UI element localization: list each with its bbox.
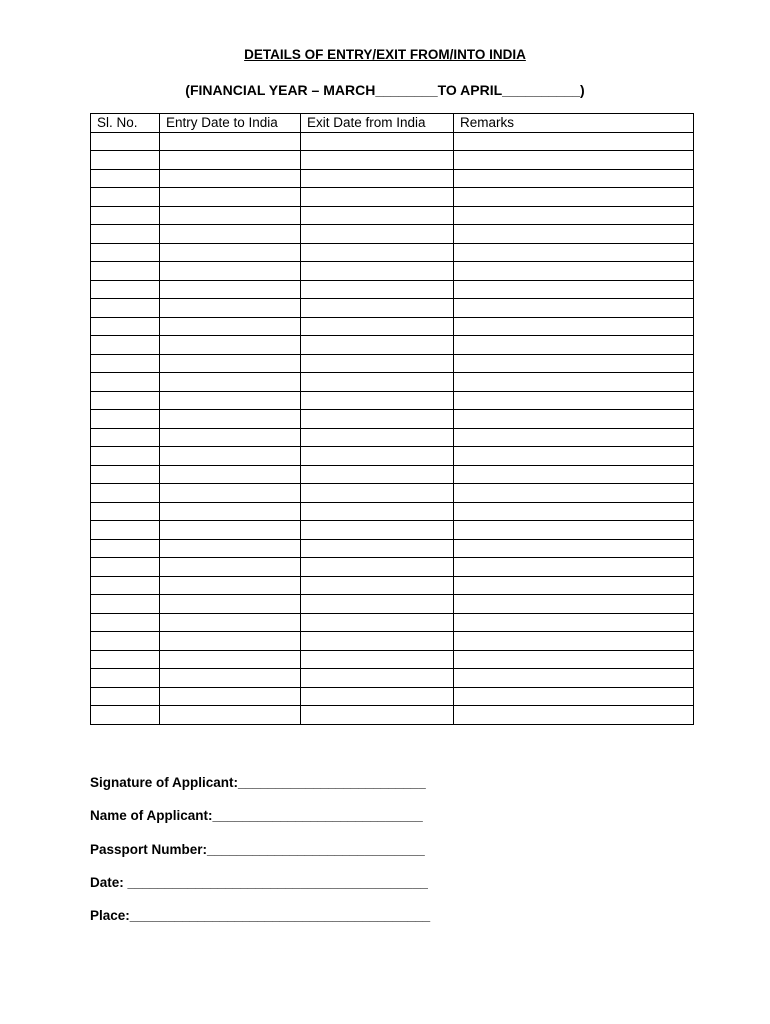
signature-block (90, 774, 430, 940)
remarks-cell[interactable] (454, 391, 694, 410)
exit-date-cell[interactable] (301, 595, 454, 614)
table-row (91, 595, 694, 614)
table-row (91, 206, 694, 225)
sl-no-cell[interactable] (91, 521, 160, 540)
remarks-cell[interactable] (454, 632, 694, 651)
exit-date-cell[interactable] (301, 169, 454, 188)
entry-date-cell[interactable] (160, 650, 301, 669)
sl-no-cell[interactable] (91, 650, 160, 669)
sl-no-cell[interactable] (91, 132, 160, 151)
sl-no-cell[interactable] (91, 280, 160, 299)
entry-date-cell[interactable] (160, 632, 301, 651)
sl-no-cell[interactable] (91, 354, 160, 373)
table-row (91, 521, 694, 540)
remarks-cell[interactable] (454, 206, 694, 225)
entry-date-cell[interactable] (160, 706, 301, 725)
remarks-cell[interactable] (454, 576, 694, 595)
entry-exit-table (90, 113, 694, 725)
remarks-cell[interactable] (454, 539, 694, 558)
sl-no-cell[interactable] (91, 206, 160, 225)
exit-date-cell[interactable] (301, 669, 454, 688)
remarks-cell[interactable] (454, 299, 694, 318)
entry-date-cell[interactable] (160, 595, 301, 614)
entry-date-cell[interactable] (160, 299, 301, 318)
entry-date-cell[interactable] (160, 391, 301, 410)
sl-no-cell[interactable] (91, 299, 160, 318)
table-row (91, 373, 694, 392)
table-row (91, 280, 694, 299)
sl-no-cell[interactable] (91, 317, 160, 336)
table-row (91, 428, 694, 447)
sl-no-cell[interactable] (91, 169, 160, 188)
entry-date-cell[interactable] (160, 669, 301, 688)
table-row (91, 151, 694, 170)
remarks-cell[interactable] (454, 650, 694, 669)
table-body (91, 132, 694, 724)
entry-date-cell[interactable] (160, 502, 301, 521)
exit-date-cell[interactable] (301, 188, 454, 207)
entry-date-cell[interactable] (160, 354, 301, 373)
exit-date-cell[interactable] (301, 687, 454, 706)
page-title: DETAILS OF ENTRY/EXIT FROM/INTO INDIA (244, 47, 526, 62)
table-row (91, 317, 694, 336)
table-row (91, 262, 694, 281)
exit-date-cell[interactable] (301, 558, 454, 577)
remarks-cell[interactable] (454, 558, 694, 577)
sl-no-cell[interactable] (91, 558, 160, 577)
sl-no-cell[interactable] (91, 687, 160, 706)
entry-date-cell[interactable] (160, 206, 301, 225)
entry-date-cell[interactable] (160, 336, 301, 355)
entry-date-cell[interactable] (160, 558, 301, 577)
sl-no-cell[interactable] (91, 632, 160, 651)
exit-date-cell[interactable] (301, 336, 454, 355)
exit-date-cell[interactable] (301, 132, 454, 151)
sl-no-cell[interactable] (91, 595, 160, 614)
remarks-cell[interactable] (454, 447, 694, 466)
remarks-cell[interactable] (454, 410, 694, 429)
passport-number-field[interactable]: Passport Number:_____________________________ (90, 841, 425, 857)
sl-no-cell[interactable] (91, 576, 160, 595)
table-row (91, 447, 694, 466)
exit-date-cell[interactable] (301, 539, 454, 558)
remarks-cell[interactable] (454, 595, 694, 614)
table-row (91, 391, 694, 410)
entry-date-cell[interactable] (160, 169, 301, 188)
header-sl-no: Sl. No. (91, 114, 160, 133)
sl-no-cell[interactable] (91, 410, 160, 429)
table-row (91, 354, 694, 373)
exit-date-cell[interactable] (301, 484, 454, 503)
signature-of-applicant-field[interactable]: Signature of Applicant:_________________________ (90, 775, 426, 790)
remarks-cell[interactable] (454, 317, 694, 336)
table-row (91, 243, 694, 262)
remarks-cell[interactable] (454, 465, 694, 484)
exit-date-cell[interactable] (301, 521, 454, 540)
entry-date-cell[interactable] (160, 317, 301, 336)
exit-date-cell[interactable] (301, 373, 454, 392)
table-row (91, 687, 694, 706)
exit-date-cell[interactable] (301, 410, 454, 429)
remarks-cell[interactable] (454, 188, 694, 207)
entry-date-cell[interactable] (160, 447, 301, 466)
table-row (91, 169, 694, 188)
sl-no-cell[interactable] (91, 262, 160, 281)
table-row (91, 465, 694, 484)
entry-date-cell[interactable] (160, 687, 301, 706)
entry-date-cell[interactable] (160, 465, 301, 484)
table-row (91, 225, 694, 244)
sl-no-cell[interactable] (91, 502, 160, 521)
sl-no-cell[interactable] (91, 539, 160, 558)
header-exit-date: Exit Date from India (301, 114, 454, 133)
remarks-cell[interactable] (454, 669, 694, 688)
exit-date-cell[interactable] (301, 391, 454, 410)
entry-date-cell[interactable] (160, 225, 301, 244)
entry-date-cell[interactable] (160, 521, 301, 540)
table-row (91, 558, 694, 577)
table-row (91, 613, 694, 632)
exit-date-cell[interactable] (301, 465, 454, 484)
entry-date-cell[interactable] (160, 262, 301, 281)
table-row (91, 336, 694, 355)
place-field[interactable]: Place:________________________________________ (90, 908, 431, 924)
table-row (91, 576, 694, 595)
entry-date-cell[interactable] (160, 151, 301, 170)
exit-date-cell[interactable] (301, 447, 454, 466)
table-row (91, 188, 694, 207)
exit-date-cell[interactable] (301, 613, 454, 632)
remarks-cell[interactable] (454, 706, 694, 725)
table-row (91, 484, 694, 503)
exit-date-cell[interactable] (301, 576, 454, 595)
remarks-cell[interactable] (454, 169, 694, 188)
table-header-row (91, 114, 694, 133)
table-row (91, 299, 694, 318)
table-row (91, 650, 694, 669)
exit-date-cell[interactable] (301, 243, 454, 262)
sl-no-cell[interactable] (91, 391, 160, 410)
exit-date-cell[interactable] (301, 151, 454, 170)
table-row (91, 539, 694, 558)
sl-no-cell[interactable] (91, 428, 160, 447)
exit-date-cell[interactable] (301, 650, 454, 669)
exit-date-cell[interactable] (301, 502, 454, 521)
sl-no-cell[interactable] (91, 484, 160, 503)
remarks-cell[interactable] (454, 613, 694, 632)
sl-no-cell[interactable] (91, 336, 160, 355)
remarks-cell[interactable] (454, 428, 694, 447)
exit-date-cell[interactable] (301, 262, 454, 281)
remarks-cell[interactable] (454, 262, 694, 281)
remarks-cell[interactable] (454, 687, 694, 706)
table-row (91, 132, 694, 151)
entry-date-cell[interactable] (160, 188, 301, 207)
exit-date-cell[interactable] (301, 317, 454, 336)
sl-no-cell[interactable] (91, 373, 160, 392)
exit-date-cell[interactable] (301, 706, 454, 725)
sl-no-cell[interactable] (91, 669, 160, 688)
header-remarks: Remarks (454, 114, 694, 133)
table-row (91, 410, 694, 429)
entry-date-cell[interactable] (160, 132, 301, 151)
entry-date-cell[interactable] (160, 243, 301, 262)
remarks-cell[interactable] (454, 243, 694, 262)
exit-date-cell[interactable] (301, 632, 454, 651)
sl-no-cell[interactable] (91, 225, 160, 244)
exit-date-cell[interactable] (301, 428, 454, 447)
sl-no-cell[interactable] (91, 706, 160, 725)
exit-date-cell[interactable] (301, 299, 454, 318)
sl-no-cell[interactable] (91, 465, 160, 484)
remarks-cell[interactable] (454, 336, 694, 355)
entry-date-cell[interactable] (160, 613, 301, 632)
sl-no-cell[interactable] (91, 188, 160, 207)
table-row (91, 669, 694, 688)
table-row (91, 706, 694, 725)
remarks-cell[interactable] (454, 502, 694, 521)
remarks-cell[interactable] (454, 354, 694, 373)
remarks-cell[interactable] (454, 521, 694, 540)
table-row (91, 632, 694, 651)
sl-no-cell[interactable] (91, 151, 160, 170)
entry-date-cell[interactable] (160, 410, 301, 429)
header-entry-date: Entry Date to India (160, 114, 301, 133)
remarks-cell[interactable] (454, 373, 694, 392)
entry-date-cell[interactable] (160, 576, 301, 595)
remarks-cell[interactable] (454, 280, 694, 299)
exit-date-cell[interactable] (301, 225, 454, 244)
remarks-cell[interactable] (454, 484, 694, 503)
entry-date-cell[interactable] (160, 280, 301, 299)
sl-no-cell[interactable] (91, 613, 160, 632)
date-field[interactable]: Date: ________________________________________ (90, 874, 428, 890)
entry-date-cell[interactable] (160, 373, 301, 392)
exit-date-cell[interactable] (301, 206, 454, 225)
remarks-cell[interactable] (454, 151, 694, 170)
exit-date-cell[interactable] (301, 354, 454, 373)
entry-date-cell[interactable] (160, 484, 301, 503)
entry-date-cell[interactable] (160, 539, 301, 558)
sl-no-cell[interactable] (91, 447, 160, 466)
sl-no-cell[interactable] (91, 243, 160, 262)
name-of-applicant-field[interactable]: Name of Applicant:____________________________ (90, 808, 423, 824)
remarks-cell[interactable] (454, 132, 694, 151)
financial-year-line: (FINANCIAL YEAR – MARCH________TO APRIL__________) (185, 82, 585, 98)
entry-date-cell[interactable] (160, 428, 301, 447)
table-row (91, 502, 694, 521)
exit-date-cell[interactable] (301, 280, 454, 299)
remarks-cell[interactable] (454, 225, 694, 244)
